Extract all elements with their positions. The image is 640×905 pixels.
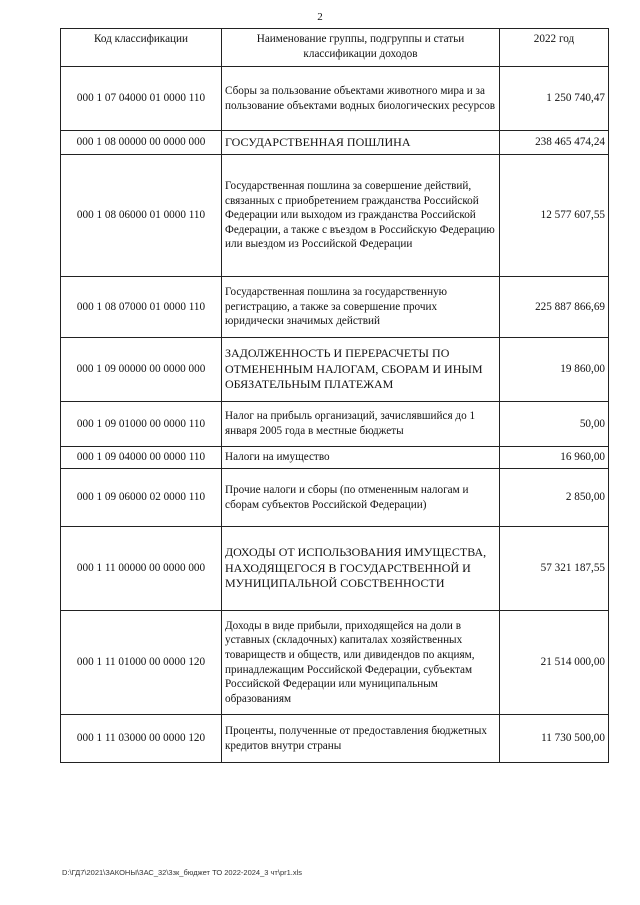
- row-amount: 16 960,00: [500, 447, 609, 469]
- table-row: [61, 131, 609, 155]
- table-row: [61, 338, 609, 402]
- row-amount: 11 730 500,00: [500, 715, 609, 763]
- row-amount: 12 577 607,55: [500, 155, 609, 277]
- row-amount: 225 887 866,69: [500, 277, 609, 338]
- table-row: [61, 447, 609, 469]
- row-name: Налог на прибыль организаций, зачислявшийся до 1 января 2005 года в местные бюджеты: [222, 402, 500, 447]
- row-code: 000 1 11 03000 00 0000 120: [61, 715, 222, 763]
- row-amount: 21 514 000,00: [500, 611, 609, 715]
- row-code: 000 1 07 04000 01 0000 110: [61, 67, 222, 131]
- row-name: Налоги на имущество: [222, 447, 500, 469]
- row-code: 000 1 11 01000 00 0000 120: [61, 611, 222, 715]
- header-name: Наименование группы, подгруппы и статьи классификации доходов: [222, 29, 500, 67]
- row-name: Государственная пошлина за совершение действий, связанных с приобретением гражданства Российской Федерации или выходом из гражданства Российской Федерации, а также с въездом в Российскую Федерацию или выездом из Российской Федерации: [222, 155, 500, 277]
- revenue-table: [60, 28, 609, 763]
- table-row: [61, 155, 609, 277]
- row-amount: 2 850,00: [500, 469, 609, 527]
- table-row: [61, 715, 609, 763]
- row-name: ГОСУДАРСТВЕННАЯ ПОШЛИНА: [222, 131, 500, 155]
- row-amount: 57 321 187,55: [500, 527, 609, 611]
- table-row: [61, 469, 609, 527]
- row-code: 000 1 09 00000 00 0000 000: [61, 338, 222, 402]
- table-header-row: [61, 29, 609, 67]
- row-name: ДОХОДЫ ОТ ИСПОЛЬЗОВАНИЯ ИМУЩЕСТВА, НАХОДЯЩЕГОСЯ В ГОСУДАРСТВЕННОЙ И МУНИЦИПАЛЬНОЙ СОБСТВЕННОСТИ: [222, 527, 500, 611]
- row-amount: 19 860,00: [500, 338, 609, 402]
- row-code: 000 1 08 06000 01 0000 110: [61, 155, 222, 277]
- row-amount: 238 465 474,24: [500, 131, 609, 155]
- header-year: 2022 год: [500, 29, 609, 67]
- row-code: 000 1 09 06000 02 0000 110: [61, 469, 222, 527]
- row-name: ЗАДОЛЖЕННОСТЬ И ПЕРЕРАСЧЕТЫ ПО ОТМЕНЕННЫМ НАЛОГАМ, СБОРАМ И ИНЫМ ОБЯЗАТЕЛЬНЫМ ПЛАТЕЖАМ: [222, 338, 500, 402]
- file-path-footer: D:\ГД7\2021\ЗАКОНЫ\ЗАС_32\3зк_бюджет ТО 2022-2024_3 чт\pr1.xls: [62, 868, 303, 877]
- page-number: 2: [317, 11, 323, 23]
- row-amount: 1 250 740,47: [500, 67, 609, 131]
- row-code: 000 1 08 00000 00 0000 000: [61, 131, 222, 155]
- row-code: 000 1 09 04000 00 0000 110: [61, 447, 222, 469]
- row-name: Прочие налоги и сборы (по отмененным налогам и сборам субъектов Российской Федерации): [222, 469, 500, 527]
- table-row: [61, 527, 609, 611]
- row-code: 000 1 08 07000 01 0000 110: [61, 277, 222, 338]
- row-name: Доходы в виде прибыли, приходящейся на доли в уставных (складочных) капиталах хозяйственных товариществ и обществ, или дивидендов по акциям, принадлежащим Российской Федерации, субъектам Российской Федерации или муниципальным образованиям: [222, 611, 500, 715]
- row-amount: 50,00: [500, 402, 609, 447]
- table-row: [61, 402, 609, 447]
- row-name: Проценты, полученные от предоставления бюджетных кредитов внутри страны: [222, 715, 500, 763]
- header-code: Код классификации: [61, 29, 222, 67]
- table-row: [61, 277, 609, 338]
- row-name: Сборы за пользование объектами животного мира и за пользование объектами водных биологических ресурсов: [222, 67, 500, 131]
- row-name: Государственная пошлина за государственную регистрацию, а также за совершение прочих юридически значимых действий: [222, 277, 500, 338]
- table-row: [61, 611, 609, 715]
- row-code: 000 1 11 00000 00 0000 000: [61, 527, 222, 611]
- row-code: 000 1 09 01000 00 0000 110: [61, 402, 222, 447]
- table-row: [61, 67, 609, 131]
